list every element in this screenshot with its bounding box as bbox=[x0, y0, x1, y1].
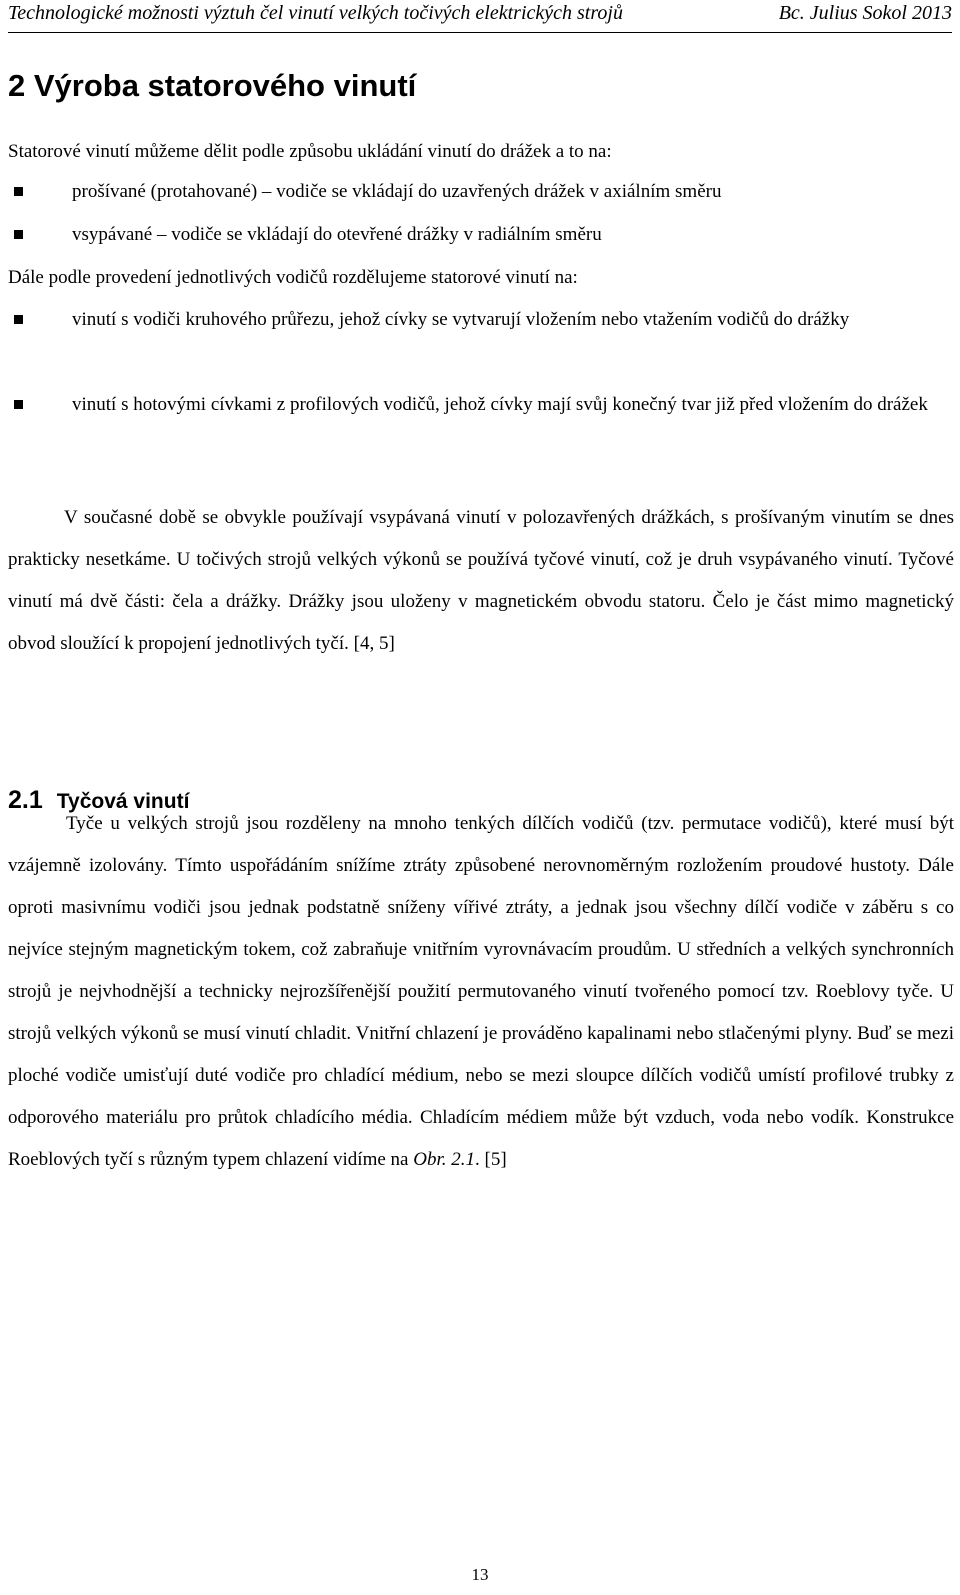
running-header bbox=[8, 0, 952, 33]
body-paragraph-2 bbox=[8, 803, 954, 1181]
bullet-square-icon bbox=[14, 400, 23, 409]
list-item-text: prošívané (protahované) – vodiče se vkládají do uzavřených drážek v axiálním směru bbox=[72, 181, 722, 202]
header-title: Technologické možnosti výztuh čel vinutí velkých točivých elektrických strojů bbox=[8, 2, 623, 24]
list-item-text: vsypávané – vodiče se vkládají do otevřené drážky v radiálním směru bbox=[72, 224, 602, 245]
intro-paragraph-2: Dále podle provedení jednotlivých vodičů rozdělujeme statorové vinutí na: bbox=[8, 267, 578, 288]
list-item-text: vinutí s hotovými cívkami z profilových vodičů, jehož cívky mají svůj konečný tvar již před vložením do drážek bbox=[72, 394, 928, 415]
page-number: 13 bbox=[471, 1565, 489, 1584]
section-number: 2.1 bbox=[8, 786, 43, 814]
figure-reference: Obr. 2.1 bbox=[413, 1149, 475, 1170]
bullet-square-icon bbox=[14, 187, 23, 196]
section-title: Tyčová vinutí bbox=[56, 790, 190, 813]
body-paragraph-2-text: Tyče u velkých strojů jsou rozděleny na mnoho tenkých dílčích vodičů (tzv. permutace vodičů), které musí být vzájemně izolovány. Tímto uspořádáním snížíme ztráty způsobené nerovnoměrným rozložením proudové hustoty. Dále oproti masivnímu vodiči jsou jednak podstatně sníženy vířivé ztráty, a jednak jsou všechny dílčí vodiče v záběru s co nejvíce stejným magnetickým tokem, což zabraňuje vnitřním vyrovnávacím proudům. U středních a velkých synchronních strojů je nejvhodnější a technicky nejrozšířenější použití permutovaného vinutí tvořeného pomocí tzv. Roeblovy tyče. U strojů velkých výkonů se musí vinutí chladit. Vnitřní chlazení je prováděno kapalinami nebo stlačenými plyny. Buď se mezi ploché vodiče umisťují duté vodiče pro chladící médium, nebo se mezi sloupce dílčích vodičů umístí profilové trubky z odporového materiálu pro průtok chladícího média. Chladícím médiem může být vzduch, voda nebo vodík. Konstrukce Roeblových tyčí s různým typem chlazení vidíme na bbox=[8, 813, 954, 1170]
list-item-text: vinutí s vodiči kruhového průřezu, jehož cívky se vytvarují vložením nebo vtažením vodičů do drážky bbox=[72, 309, 850, 330]
intro-paragraph-1: Statorové vinutí můžeme dělit podle způsobu ukládání vinutí do drážek a to na: bbox=[8, 141, 612, 162]
chapter-heading: 2 Výroba statorového vinutí bbox=[8, 68, 417, 103]
bullet-square-icon bbox=[14, 315, 23, 324]
body-paragraph-1: V současné době se obvykle používají vsypávaná vinutí v polozavřených drážkách, s prošívaným vinutím se dnes prakticky nesetkáme. U točivých strojů velkých výkonů se používá tyčové vinutí, což je druh vsypávaného vinutí. Tyčové vinutí má dvě části: čela a drážky. Drážky jsou uloženy v magnetickém obvodu statoru. Čelo je část mimo magnetický obvod sloužící k propojení jednotlivých tyčí. [4, 5] bbox=[8, 507, 954, 654]
bullet-square-icon bbox=[14, 230, 23, 239]
citation: . [5] bbox=[475, 1149, 507, 1170]
header-author-year: Bc. Julius Sokol 2013 bbox=[778, 2, 952, 24]
